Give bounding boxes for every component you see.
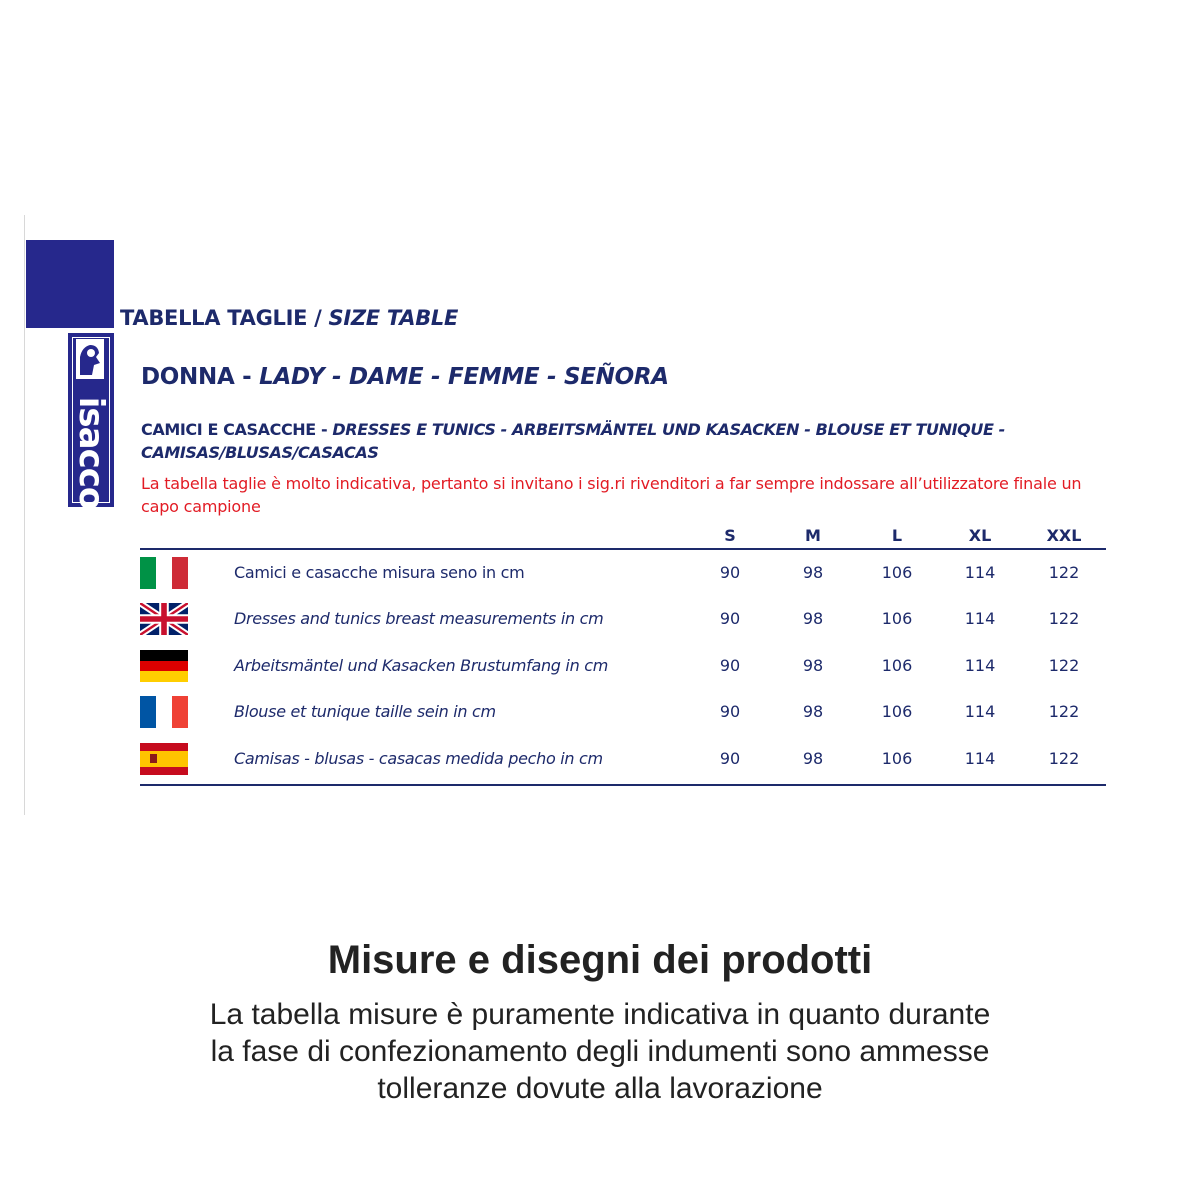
caption-line: la fase di confezionamento degli indumenti sono ammesse (210, 1035, 990, 1068)
value-s: 90 (719, 563, 741, 582)
value-xxl: 122 (1048, 563, 1080, 582)
size-header-m: M (805, 526, 821, 545)
value-xxl: 122 (1048, 655, 1080, 675)
value-l: 106 (881, 563, 913, 582)
value-m: 98 (802, 702, 824, 722)
table-row (140, 550, 1106, 596)
isacco-logo (68, 333, 114, 510)
row-label: Camisas - blusas - casacas medida pecho in cm (234, 748, 603, 768)
france-flag-icon (140, 696, 188, 728)
row-label: Arbeitsmäntel und Kasacken Brustumfang in cm (234, 655, 608, 675)
size-header-s: S (724, 526, 736, 545)
brand-color-block (26, 240, 114, 328)
caption-text (0, 996, 1200, 1107)
size-table-title: TABELLA TAGLIE / SIZE TABLE (120, 306, 459, 330)
value-xl: 114 (964, 655, 996, 675)
spain-flag-icon (140, 743, 188, 775)
logo-figure-icon (76, 339, 104, 379)
category-title: CAMICI E CASACCHE - DRESSES E TUNICS - ARBEITSMÄNTEL UND KASACKEN - BLOUSE ET TUNIQUE - CAMISAS/BLUSAS/CASACAS (141, 420, 1005, 462)
row-label: Camici e casacche misura seno in cm (234, 563, 525, 582)
value-l: 106 (881, 702, 913, 722)
value-xxl: 122 (1048, 609, 1080, 629)
value-xxl: 122 (1048, 748, 1080, 768)
value-xxl: 122 (1048, 702, 1080, 722)
value-m: 98 (802, 609, 824, 629)
value-m: 98 (802, 563, 824, 582)
row-label: Dresses and tunics breast measurements in cm (234, 609, 604, 629)
size-notice: La tabella taglie è molto indicativa, pertanto si invitano i sig.ri rivenditori a far sempre indossare all’utilizzatore finale un capo campione (141, 474, 1082, 516)
italy-flag-icon (140, 557, 188, 589)
logo-wordmark: isacco (71, 396, 111, 510)
table-row (140, 596, 1106, 642)
table-row (140, 736, 1106, 782)
value-m: 98 (802, 655, 824, 675)
table-bottom-rule (140, 784, 1106, 786)
caption-title: Misure e disegni dei prodotti (327, 938, 873, 982)
gender-title: DONNA - LADY - DAME - FEMME - SEÑORA (141, 364, 669, 390)
value-s: 90 (719, 748, 741, 768)
value-s: 90 (719, 655, 741, 675)
uk-flag-icon (140, 603, 188, 635)
value-l: 106 (881, 748, 913, 768)
page-left-rule (24, 215, 25, 815)
size-table (140, 522, 1106, 786)
value-l: 106 (881, 655, 913, 675)
caption-line: La tabella misure è puramente indicativa in quanto durante (209, 998, 991, 1031)
size-header-xxl: XXL (1046, 526, 1082, 545)
value-xl: 114 (964, 748, 996, 768)
value-l: 106 (881, 609, 913, 629)
value-m: 98 (802, 748, 824, 768)
table-row (140, 689, 1106, 735)
size-header-xl: XL (968, 526, 992, 545)
caption-line: tolleranze dovute alla lavorazione (377, 1072, 823, 1105)
value-xl: 114 (964, 563, 996, 582)
value-xl: 114 (964, 609, 996, 629)
value-s: 90 (719, 702, 741, 722)
value-xl: 114 (964, 702, 996, 722)
size-header-l: L (891, 526, 903, 545)
table-header (140, 522, 1106, 550)
row-label: Blouse et tunique taille sein in cm (234, 702, 496, 722)
table-row (140, 643, 1106, 689)
germany-flag-icon (140, 650, 188, 682)
value-s: 90 (719, 609, 741, 629)
